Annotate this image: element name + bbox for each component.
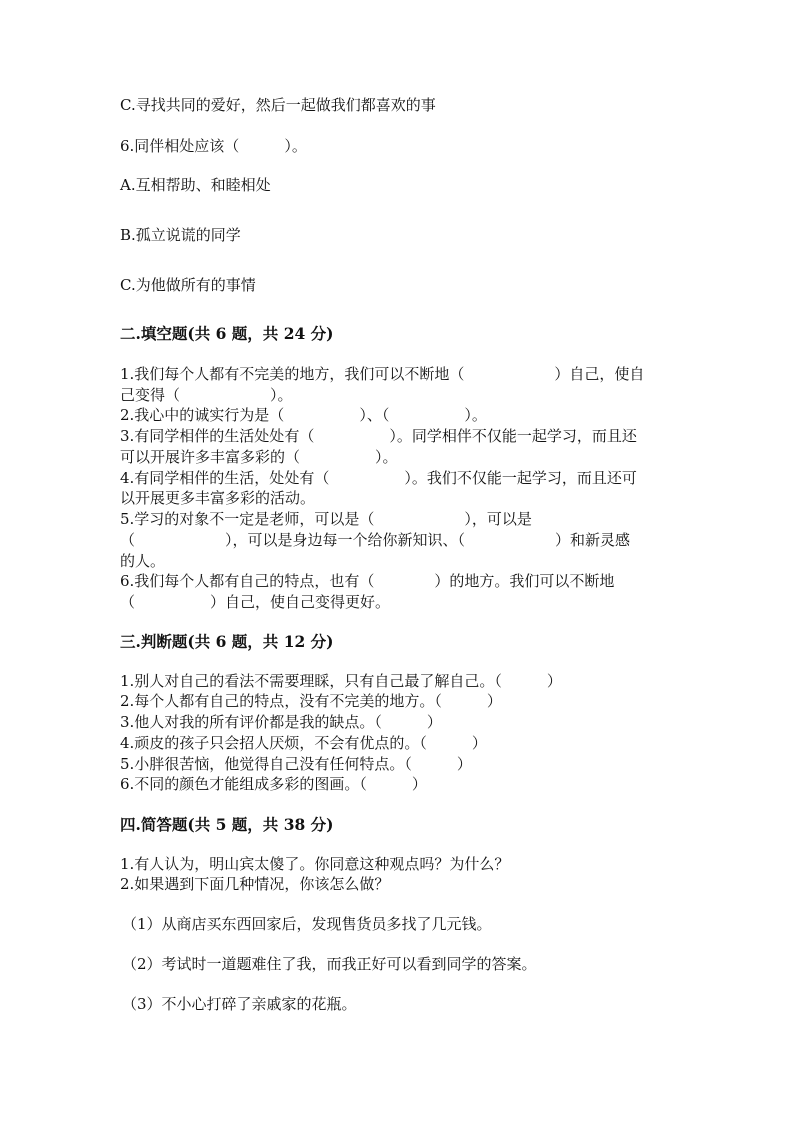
section2-heading: 二.填空题(共 6 题，共 24 分) bbox=[120, 324, 334, 343]
q6-option-c: C.为他做所有的事情 bbox=[120, 276, 256, 294]
fill-line: 4.有同学相伴的生活，处处有（ ）。我们不仅能一起学习，而且还可 bbox=[120, 469, 637, 487]
fill-line: 的人。 bbox=[120, 552, 166, 570]
q6-stem: 6.同伴相处应该（ ）。 bbox=[120, 137, 307, 155]
judge-line: 6.不同的颜色才能组成多彩的图画。（ ） bbox=[120, 775, 427, 793]
short-answer-line: 2.如果遇到下面几种情况，你该怎么做？ bbox=[120, 875, 390, 893]
section4-heading: 四.简答题(共 5 题，共 38 分) bbox=[120, 815, 334, 834]
short-answer-subitem: （2）考试时一道题难住了我，而我正好可以看到同学的答案。 bbox=[122, 955, 537, 973]
fill-line: 5.学习的对象不一定是老师，可以是（ ），可以是 bbox=[120, 510, 532, 528]
judge-line: 3.他人对我的所有评价都是我的缺点。（ ） bbox=[120, 713, 442, 731]
section3-heading: 三.判断题(共 6 题，共 12 分) bbox=[120, 632, 334, 651]
fill-line: 3.有同学相伴的生活处处有（ ）。同学相伴不仅能一起学习，而且还 bbox=[120, 427, 637, 445]
fill-line: 可以开展许多丰富多彩的（ ）。 bbox=[120, 448, 398, 466]
judge-line: 2.每个人都有自己的特点，没有不完美的地方。（ ） bbox=[120, 692, 502, 710]
fill-line: 己变得（ ）。 bbox=[120, 386, 293, 404]
judge-line: 4.顽皮的孩子只会招人厌烦，不会有优点的。（ ） bbox=[120, 734, 487, 752]
fill-line: （ ）自己，使自己变得更好。 bbox=[120, 593, 391, 611]
fill-line: （ ），可以是身边每一个给你新知识、（ ）和新灵感 bbox=[120, 531, 631, 549]
judge-line: 1.别人对自己的看法不需要理睬，只有自己最了解自己。（ ） bbox=[120, 672, 562, 690]
q5-option-c: C.寻找共同的爱好，然后一起做我们都喜欢的事 bbox=[120, 96, 436, 114]
fill-line: 1.我们每个人都有不完美的地方，我们可以不断地（ ）自己，使自 bbox=[120, 365, 645, 383]
short-answer-subitem: （1）从商店买东西回家后，发现售货员多找了几元钱。 bbox=[122, 915, 492, 933]
fill-line: 以开展更多丰富多彩的活动。 bbox=[120, 489, 316, 507]
short-answer-line: 1.有人认为，明山宾太傻了。你同意这种观点吗？为什么？ bbox=[120, 855, 510, 873]
judge-line: 5.小胖很苦恼，他觉得自己没有任何特点。（ ） bbox=[120, 755, 472, 773]
q6-option-b: B.孤立说谎的同学 bbox=[120, 226, 241, 244]
fill-line: 6.我们每个人都有自己的特点，也有（ ）的地方。我们可以不断地 bbox=[120, 572, 615, 590]
q6-option-a: A.互相帮助、和睦相处 bbox=[120, 176, 271, 194]
short-answer-subitem: （3）不小心打碎了亲戚家的花瓶。 bbox=[122, 995, 357, 1013]
fill-line: 2.我心中的诚实行为是（ ）、（ ）。 bbox=[120, 406, 487, 424]
